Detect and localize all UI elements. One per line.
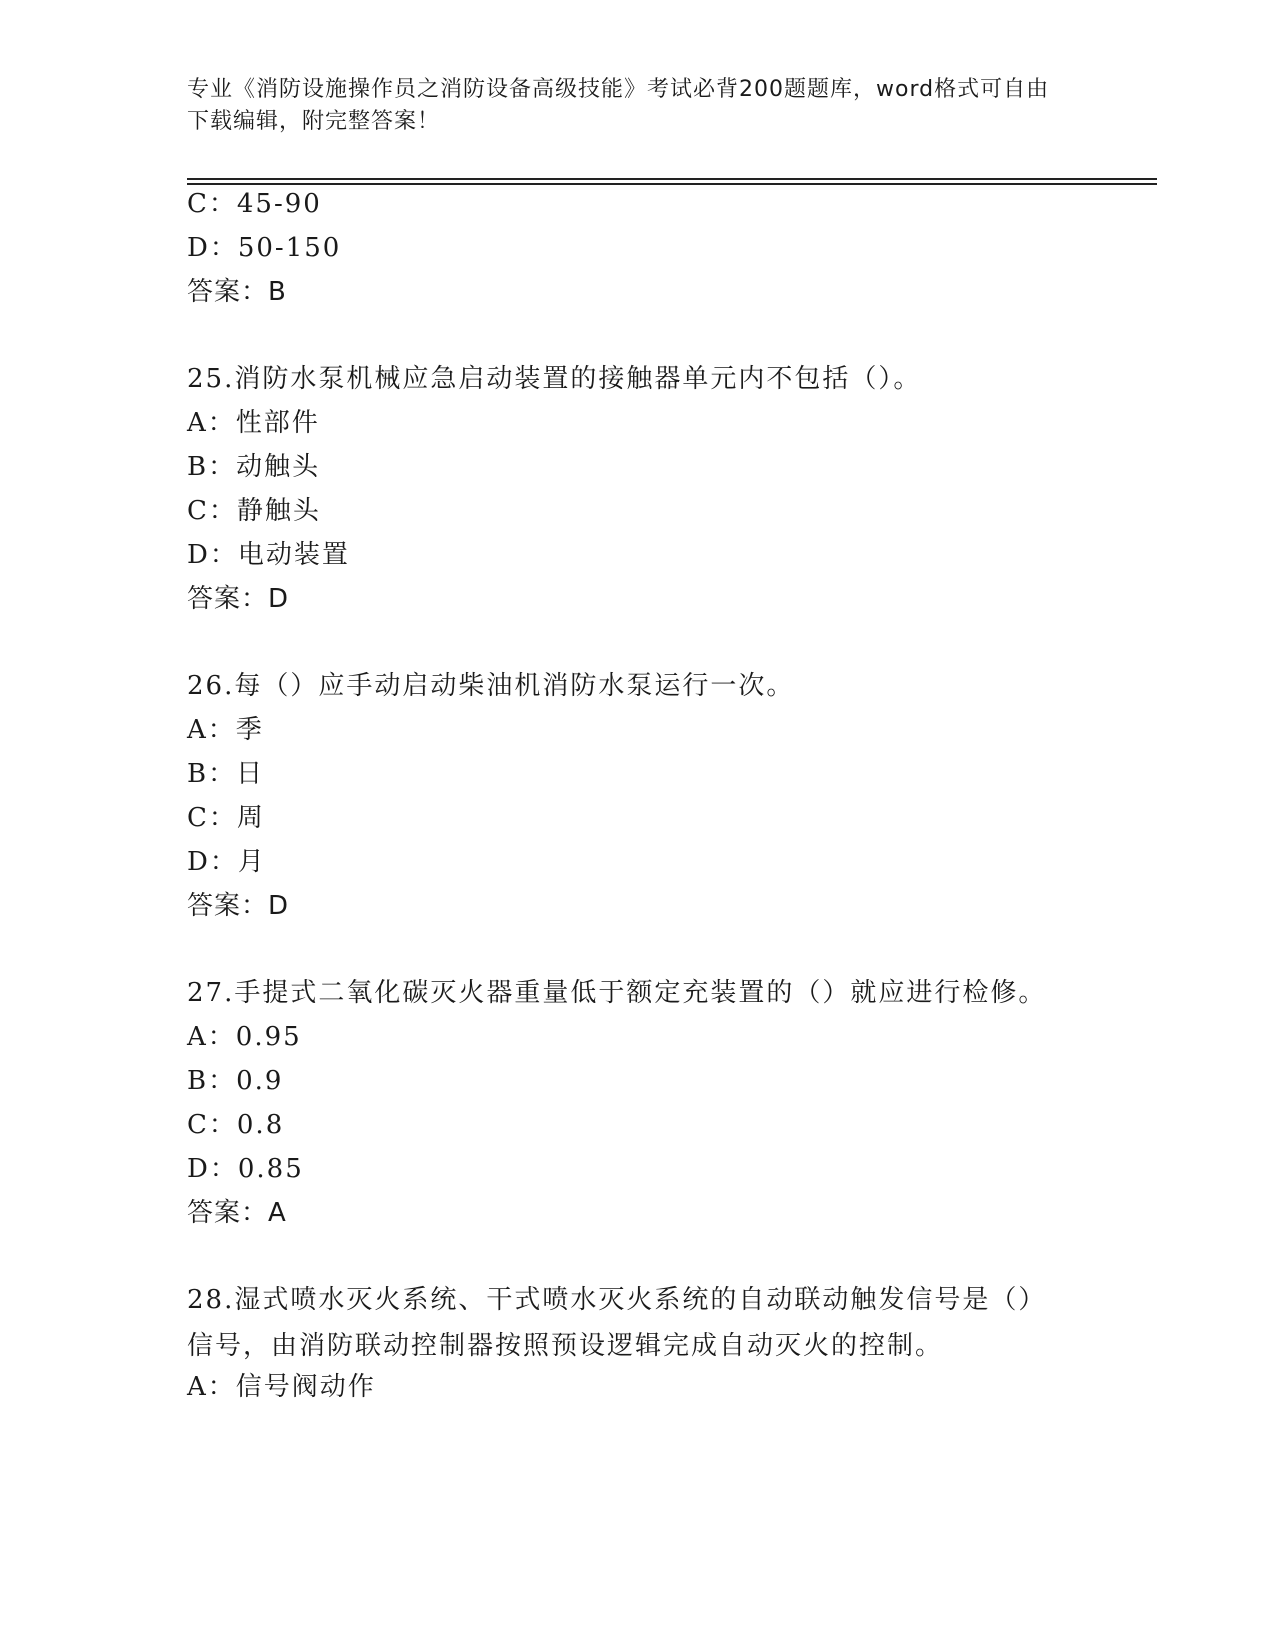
option-a: A：信号阀动作: [187, 1372, 376, 1402]
answer-line: 答案：D: [187, 891, 290, 921]
option-c: C：周: [187, 803, 265, 833]
option-b: B：0.9: [187, 1066, 284, 1096]
header-divider-bottom: [187, 183, 1157, 185]
option-a: A：性部件: [187, 408, 320, 438]
option-b: B：动触头: [187, 452, 321, 482]
question-25: 25.消防水泵机械应急启动装置的接触器单元内不包括（）。: [187, 364, 922, 394]
option-d: D：0.85: [187, 1154, 304, 1184]
answer-line: 答案：D: [187, 584, 290, 614]
document-header: 专业《消防设施操作员之消防设备高级技能》考试必背200题题库，word格式可自由下载编辑，附完整答案！: [187, 77, 1050, 134]
option-d: D：月: [187, 847, 266, 877]
question-27: 27.手提式二氧化碳灭火器重量低于额定充装置的（）就应进行检修。: [187, 978, 1047, 1008]
option-a: A：季: [187, 715, 264, 745]
answer-line: 答案：A: [187, 1198, 287, 1228]
option-a: A：0.95: [187, 1022, 302, 1052]
option-c: C：0.8: [187, 1110, 285, 1140]
option-b: B：日: [187, 759, 265, 789]
option-d: D：电动装置: [187, 540, 350, 570]
question-28: 28.湿式喷水灭火系统、干式喷水灭火系统的自动联动触发信号是（）信号，由消防联动控制器按照预设逻辑完成自动灭火的控制。: [187, 1285, 1047, 1361]
answer-line: 答案：B: [187, 277, 287, 307]
question-26: 26.每（）应手动启动柴油机消防水泵运行一次。: [187, 671, 795, 701]
option-d: D：50-150: [187, 233, 342, 263]
header-divider-top: [187, 178, 1157, 180]
option-c: C：45-90: [187, 189, 322, 219]
option-c: C：静触头: [187, 496, 321, 526]
